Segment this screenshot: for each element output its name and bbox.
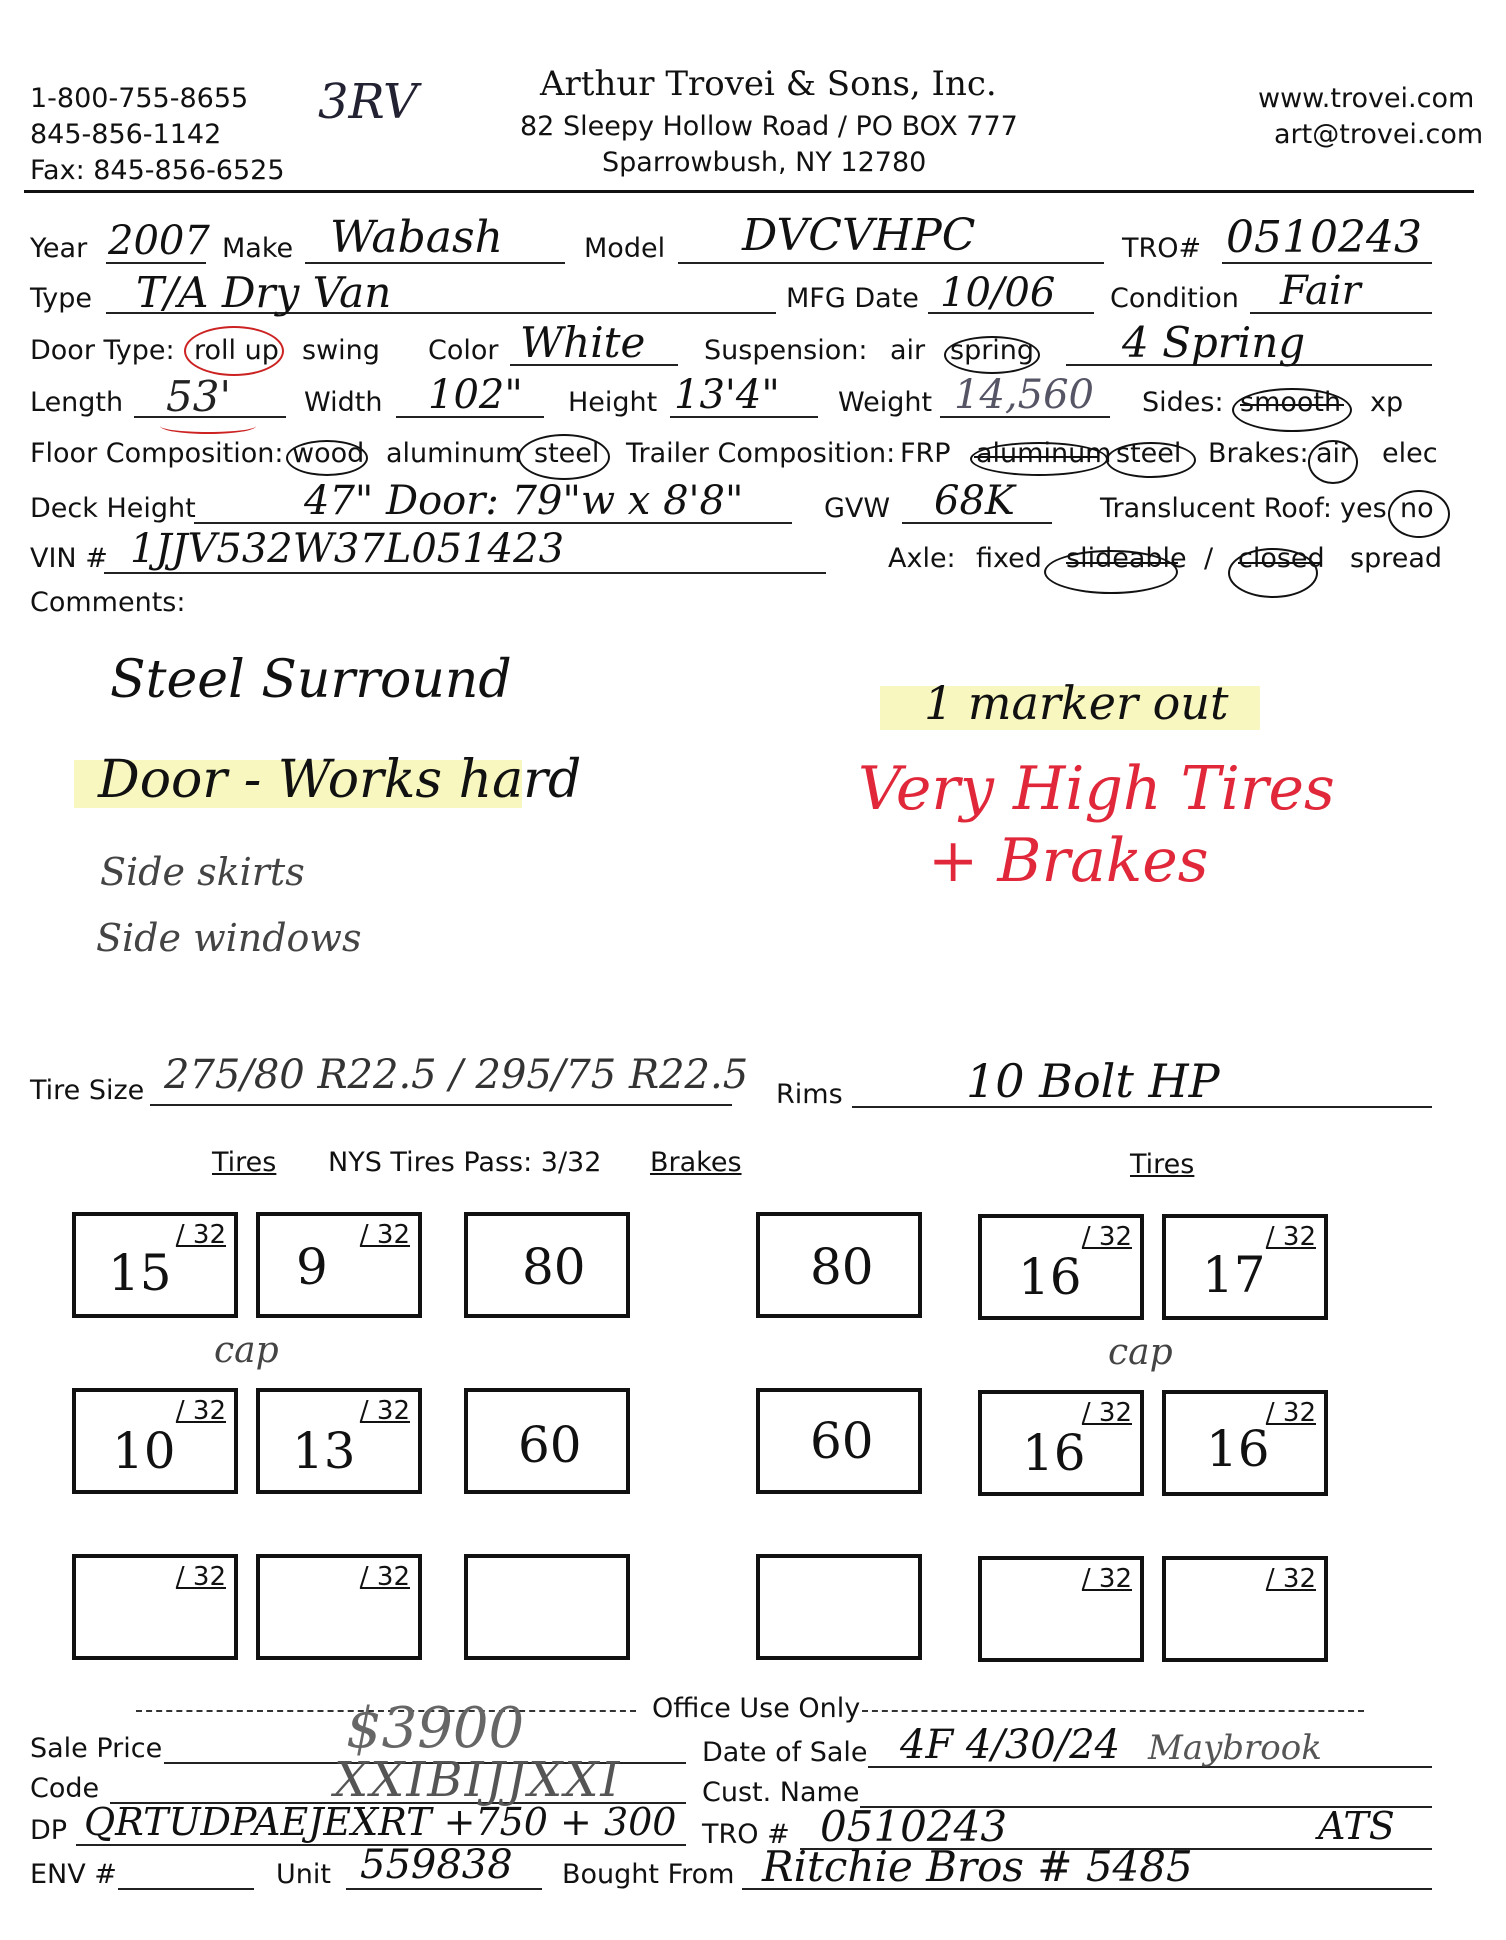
make-value: Wabash bbox=[330, 212, 503, 263]
comment-steel-surround: Steel Surround bbox=[110, 650, 512, 710]
unit-value: 559838 bbox=[360, 1842, 513, 1888]
tire-box-r2-lt1 bbox=[72, 1388, 238, 1494]
tire-box-r1-lt1 bbox=[72, 1212, 238, 1318]
sides-smooth-option: smooth bbox=[1240, 387, 1342, 418]
brake-box-r1-right bbox=[756, 1212, 922, 1318]
length-underline-mark bbox=[160, 418, 256, 434]
bought-from-label: Bought From bbox=[562, 1859, 735, 1890]
color-label: Color bbox=[428, 335, 499, 366]
cap-note-right: cap bbox=[1108, 1332, 1173, 1373]
brake-box-r2-left bbox=[464, 1388, 630, 1494]
tread-depth-value: 16 bbox=[1018, 1248, 1082, 1306]
tire-box-r1-lt2 bbox=[256, 1212, 422, 1318]
floor-wood-option: wood bbox=[292, 438, 365, 469]
cust-name-label: Cust. Name bbox=[702, 1777, 860, 1808]
rims-label: Rims bbox=[776, 1079, 843, 1110]
dp-label: DP bbox=[30, 1815, 68, 1846]
trailer-composition-label: Trailer Composition: bbox=[626, 438, 896, 469]
code-value: XXIBIJJXXI bbox=[334, 1752, 622, 1808]
translucent-roof-label: Translucent Roof: bbox=[1100, 493, 1332, 524]
width-label: Width bbox=[304, 387, 383, 418]
tread-fraction: / 32 bbox=[1081, 1222, 1132, 1252]
suspension-spring-option: spring bbox=[950, 335, 1035, 366]
floor-aluminum-option: aluminum bbox=[386, 438, 522, 469]
make-label: Make bbox=[222, 233, 294, 264]
width-value: 102" bbox=[428, 372, 523, 418]
tread-depth-value: 17 bbox=[1202, 1246, 1266, 1304]
rims-value: 10 Bolt HP bbox=[966, 1054, 1220, 1108]
comment-side-windows: Side windows bbox=[96, 916, 362, 960]
comment-side-skirts: Side skirts bbox=[100, 850, 305, 894]
tire-box-r3-rt2 bbox=[1162, 1556, 1328, 1662]
tread-fraction: / 32 bbox=[175, 1562, 226, 1592]
gvw-value: 68K bbox=[934, 478, 1015, 524]
tread-depth-value: 10 bbox=[112, 1422, 176, 1480]
brake-box-r2-right bbox=[756, 1388, 922, 1494]
axle-spread-option: spread bbox=[1350, 543, 1443, 574]
trailer-steel-option: steel bbox=[1116, 438, 1182, 469]
date-of-sale-location: Maybrook bbox=[1148, 1728, 1322, 1768]
handwritten-note: 3RV bbox=[318, 74, 418, 130]
tire-box-r2-rt1 bbox=[978, 1390, 1144, 1496]
date-of-sale-value: 4F 4/30/24 bbox=[900, 1722, 1121, 1768]
tire-box-r3-lt2 bbox=[256, 1554, 422, 1660]
mfg-date-label: MFG Date bbox=[786, 283, 919, 314]
env-label: ENV # bbox=[30, 1859, 117, 1890]
cap-note-left: cap bbox=[214, 1330, 279, 1371]
code-label: Code bbox=[30, 1773, 100, 1804]
condition-value: Fair bbox=[1280, 268, 1361, 314]
sides-xp-option: xp bbox=[1370, 387, 1404, 418]
tire-box-r3-rt1 bbox=[978, 1556, 1144, 1662]
tread-fraction: / 32 bbox=[175, 1396, 226, 1426]
model-value: DVCVHPC bbox=[742, 210, 976, 261]
sale-price-label: Sale Price bbox=[30, 1733, 163, 1764]
height-label: Height bbox=[568, 387, 658, 418]
axle-slash: / bbox=[1204, 543, 1214, 574]
brake-percent-value: 60 bbox=[810, 1412, 874, 1470]
company-address-1: 82 Sleepy Hollow Road / PO BOX 777 bbox=[520, 111, 1018, 142]
brake-box-r3-left bbox=[464, 1554, 630, 1660]
header-rule bbox=[24, 190, 1474, 193]
type-label: Type bbox=[30, 283, 93, 314]
tread-fraction: / 32 bbox=[359, 1220, 410, 1250]
tread-depth-value: 16 bbox=[1022, 1424, 1086, 1482]
tread-fraction: / 32 bbox=[359, 1562, 410, 1592]
vin-value: 1JJV532W37L051423 bbox=[130, 526, 565, 572]
brake-box-r1-left bbox=[464, 1212, 630, 1318]
tire-box-r2-lt2 bbox=[256, 1388, 422, 1494]
dp-value: QRTUDPAEJEXRT +750 + 300 bbox=[84, 1800, 677, 1844]
tread-fraction: / 32 bbox=[1081, 1564, 1132, 1594]
nys-pass-note: NYS Tires Pass: 3/32 bbox=[328, 1147, 602, 1178]
comment-very-high-tires: Very High Tires bbox=[858, 754, 1335, 824]
tire-box-r2-rt2 bbox=[1162, 1390, 1328, 1496]
trailer-aluminum-option: aluminum bbox=[976, 438, 1112, 469]
phone-tollfree: 1-800-755-8655 bbox=[30, 83, 249, 114]
unit-label: Unit bbox=[276, 1859, 331, 1890]
door-type-label: Door Type: bbox=[30, 335, 175, 366]
mfg-date-value: 10/06 bbox=[940, 270, 1056, 316]
tire-box-r1-rt2 bbox=[1162, 1214, 1328, 1320]
suspension-label: Suspension: bbox=[704, 335, 868, 366]
company-address-2: Sparrowbush, NY 12780 bbox=[602, 147, 927, 178]
comment-brakes: + Brakes bbox=[928, 826, 1209, 896]
company-email: art@trovei.com bbox=[1274, 119, 1484, 150]
phone-local: 845-856-1142 bbox=[30, 119, 222, 150]
tire-box-r1-rt1 bbox=[978, 1214, 1144, 1320]
gvw-label: GVW bbox=[824, 493, 891, 524]
door-rollup-option: roll up bbox=[194, 335, 279, 366]
tread-depth-value: 9 bbox=[296, 1238, 328, 1296]
tread-depth-value: 13 bbox=[292, 1422, 356, 1480]
brake-percent-value: 60 bbox=[518, 1416, 582, 1474]
office-tro-value: 0510243 bbox=[820, 1802, 1008, 1851]
deck-height-label: Deck Height bbox=[30, 493, 196, 524]
tire-size-label: Tire Size bbox=[30, 1075, 145, 1106]
trailer-frp-option: FRP bbox=[900, 438, 951, 469]
year-value: 2007 bbox=[108, 218, 210, 264]
fax-number: Fax: 845-856-6525 bbox=[30, 155, 285, 186]
office-use-title: Office Use Only bbox=[652, 1693, 861, 1724]
roof-yes-option: yes bbox=[1340, 493, 1387, 524]
tread-fraction: / 32 bbox=[175, 1220, 226, 1250]
year-label: Year bbox=[30, 233, 88, 264]
height-value: 13'4" bbox=[674, 372, 780, 418]
tro-label: TRO# bbox=[1122, 233, 1202, 264]
length-value: 53' bbox=[166, 372, 231, 421]
brakes-header: Brakes bbox=[650, 1147, 742, 1178]
suspension-value: 4 Spring bbox=[1122, 318, 1306, 367]
brake-box-r3-right bbox=[756, 1554, 922, 1660]
tires-left-header: Tires bbox=[212, 1147, 277, 1178]
weight-value: 14,560 bbox=[954, 372, 1094, 418]
axle-closed-option: closed bbox=[1238, 543, 1325, 574]
length-label: Length bbox=[30, 387, 124, 418]
brakes-label: Brakes: bbox=[1208, 438, 1309, 469]
type-value: T/A Dry Van bbox=[136, 268, 392, 317]
company-name: Arthur Trovei & Sons, Inc. bbox=[540, 64, 997, 104]
comments-label: Comments: bbox=[30, 587, 186, 618]
vin-label: VIN # bbox=[30, 543, 108, 574]
brakes-elec-option: elec bbox=[1382, 438, 1438, 469]
tread-fraction: / 32 bbox=[359, 1396, 410, 1426]
office-tro-label: TRO # bbox=[702, 1819, 790, 1850]
condition-label: Condition bbox=[1110, 283, 1239, 314]
date-of-sale-label: Date of Sale bbox=[702, 1737, 868, 1768]
tread-depth-value: 16 bbox=[1206, 1420, 1270, 1478]
tire-size-value: 275/80 R22.5 / 295/75 R22.5 bbox=[164, 1052, 749, 1098]
tires-right-header: Tires bbox=[1130, 1149, 1195, 1180]
office-tro-note: ATS bbox=[1318, 1804, 1395, 1848]
tire-box-r3-lt1 bbox=[72, 1554, 238, 1660]
deck-height-value: 47" Door: 79"w x 8'8" bbox=[304, 478, 744, 524]
tread-fraction: / 32 bbox=[1265, 1398, 1316, 1428]
company-website: www.trovei.com bbox=[1258, 83, 1475, 114]
tread-depth-value: 15 bbox=[108, 1244, 172, 1302]
brakes-air-option: air bbox=[1316, 438, 1352, 469]
sides-label: Sides: bbox=[1142, 387, 1224, 418]
floor-steel-option: steel bbox=[534, 438, 600, 469]
tread-fraction: / 32 bbox=[1081, 1398, 1132, 1428]
brake-percent-value: 80 bbox=[810, 1238, 874, 1296]
comment-door-works-hard: Door - Works hard bbox=[98, 750, 582, 810]
model-label: Model bbox=[584, 233, 666, 264]
suspension-air-option: air bbox=[890, 335, 926, 366]
tread-fraction: / 32 bbox=[1265, 1222, 1316, 1252]
axle-label: Axle: bbox=[888, 543, 956, 574]
tro-value: 0510243 bbox=[1226, 212, 1422, 263]
weight-label: Weight bbox=[838, 387, 933, 418]
axle-slideable-option: slideable bbox=[1066, 543, 1187, 574]
floor-composition-label: Floor Composition: bbox=[30, 438, 284, 469]
color-value: White bbox=[520, 318, 646, 367]
roof-no-option: no bbox=[1400, 493, 1434, 524]
tread-fraction: / 32 bbox=[1265, 1564, 1316, 1594]
bought-from-value: Ritchie Bros # 5485 bbox=[762, 1842, 1193, 1891]
sale-price-value: $3900 bbox=[346, 1696, 525, 1761]
comment-marker-out: 1 marker out bbox=[924, 676, 1229, 730]
brake-percent-value: 80 bbox=[522, 1238, 586, 1296]
door-swing-option: swing bbox=[302, 335, 380, 366]
axle-fixed-option: fixed bbox=[976, 543, 1042, 574]
